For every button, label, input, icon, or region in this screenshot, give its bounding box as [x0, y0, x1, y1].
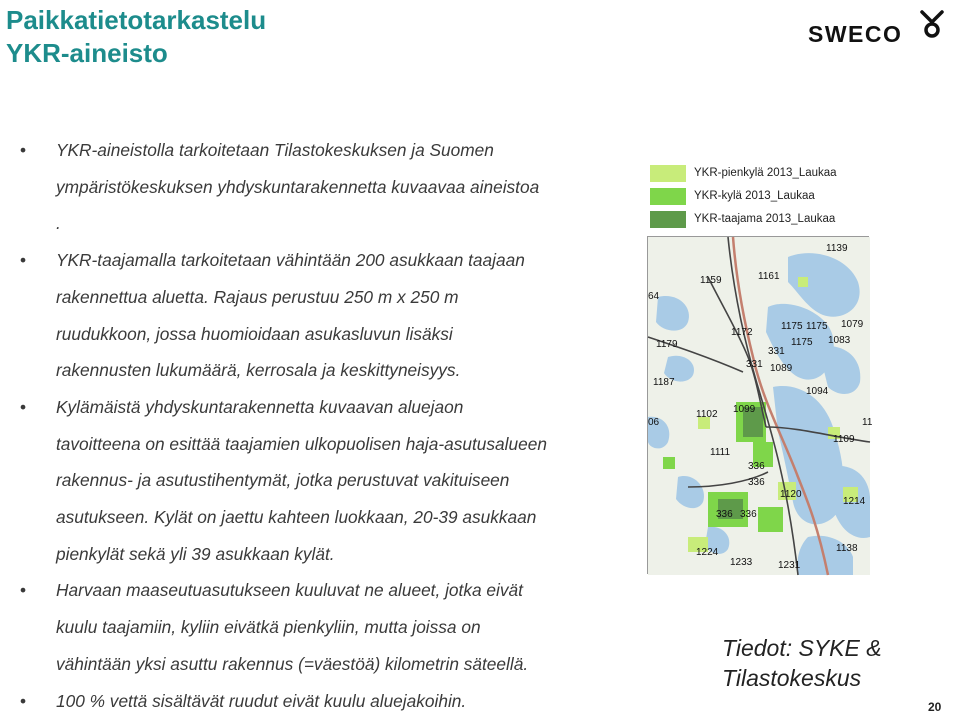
bullet-item: [20, 572, 620, 682]
legend-row-pienkyla: [650, 162, 872, 184]
sweco-logo: [806, 8, 956, 48]
map-label: 1172: [731, 327, 753, 338]
map-label: 336: [716, 509, 733, 520]
bullet-item: [20, 132, 620, 242]
legend-swatch: [650, 211, 686, 228]
source-line-2: Tilastokeskus: [722, 665, 862, 691]
bullet-line: ruudukkoon, jossa huomioidaan asukasluvun lisäksi: [56, 323, 453, 344]
bullet-line: rakennus- ja asutustihentymät, jotka perustuvat vakituiseen: [56, 470, 510, 491]
map-label: 1083: [828, 335, 851, 346]
map-label: 1233: [730, 557, 753, 568]
data-source: [722, 633, 922, 693]
map-label: 1175: [781, 321, 803, 332]
map-canvas: [648, 237, 873, 575]
bullet-line: ympäristökeskuksen yhdyskuntarakennetta kuvaavaa aineistoa: [56, 176, 540, 197]
bullet-line: asutukseen. Kylät on jaettu kahteen luokkaan, 20-39 asukkaan: [56, 507, 537, 528]
bullet-dot: •: [20, 140, 27, 160]
legend-row-kyla: [650, 185, 872, 207]
bullet-dot: •: [20, 690, 27, 711]
legend-row-taajama: [650, 208, 872, 230]
map-label: 1111: [710, 447, 731, 458]
logo-mark-icon: [922, 12, 942, 36]
bullet-dot: •: [20, 580, 27, 601]
legend-label: YKR-pienkylä 2013_Laukaa: [694, 167, 837, 179]
legend-label: YKR-kylä 2013_Laukaa: [694, 190, 815, 202]
bullet-line: pienkylät sekä yli 39 asukkaan kylät.: [56, 543, 335, 564]
slide-title: [6, 4, 266, 70]
map-label: 1099: [733, 404, 756, 415]
bullet-line: .: [56, 213, 61, 234]
bullet-item: [20, 242, 620, 389]
ykr-map: [647, 236, 873, 574]
map-label: 1094: [806, 386, 829, 397]
map-label: 336: [748, 477, 765, 488]
bullet-dot: •: [20, 396, 27, 417]
bullet-line: kuulu taajamiin, kyliin eivätkä pienkyliin, mutta joissa on: [56, 617, 481, 638]
bullet-line: Harvaan maaseutuasutukseen kuuluvat ne alueet, jotka eivät: [56, 580, 523, 601]
bullet-item: [20, 389, 620, 573]
map-label: 1224: [696, 547, 719, 558]
title-line-1: Paikkatietotarkastelu: [6, 5, 267, 35]
map-label: 336: [748, 461, 765, 472]
bullet-item: [20, 683, 620, 719]
map-label: 1102: [696, 409, 718, 420]
map-label: 11: [862, 417, 873, 428]
map-label: 331: [768, 346, 785, 357]
legend-swatch: [650, 165, 686, 182]
map-label: 1138: [836, 543, 858, 554]
bullet-line: rakennusten lukumäärä, kerrosala ja keskittyneisyys.: [56, 360, 461, 381]
bullet-line: 100 % vettä sisältävät ruudut eivät kuulu aluejakoihin.: [56, 690, 467, 711]
map-label: 1159: [700, 275, 722, 286]
map-label: 1079: [841, 319, 864, 330]
page-number: 20: [928, 700, 942, 714]
bullet-line: rakennettua aluetta. Rajaus perustuu 250 m x 250 m: [56, 286, 459, 307]
bullet-line: tavoitteena on esittää taajamien ulkopuolisen haja-asutusalueen: [56, 433, 547, 454]
map-label: 1175: [791, 337, 813, 348]
map-label: 1109: [833, 434, 855, 445]
legend-label: YKR-taajama 2013_Laukaa: [694, 213, 836, 225]
source-line-1: Tiedot: SYKE &: [722, 635, 882, 661]
map-label: 1179: [656, 339, 678, 350]
bullet-line: Kylämäistä yhdyskuntarakennetta kuvaavan aluejaon: [56, 396, 464, 417]
title-line-2: YKR-aineisto: [6, 38, 168, 68]
map-label: 1120: [780, 489, 802, 500]
logo-text: SWECO: [808, 21, 903, 47]
bullet-dot: •: [20, 250, 27, 271]
map-label: 1089: [770, 363, 793, 374]
bullet-line: YKR-aineistolla tarkoitetaan Tilastokeskuksen ja Suomen: [56, 140, 494, 160]
map-label: 1139: [826, 243, 848, 254]
map-label: 1231: [778, 560, 801, 571]
bullet-list: [20, 132, 620, 719]
map-label: 1214: [843, 496, 866, 507]
map-label: 64: [648, 291, 660, 302]
bullet-line: YKR-taajamalla tarkoitetaan vähintään 200 asukkaan taajaan: [56, 250, 525, 271]
bullet-line: vähintään yksi asuttu rakennus (=väestöä) kilometrin säteellä.: [56, 653, 529, 674]
map-label: 336: [740, 509, 757, 520]
map-label: 1161: [758, 271, 780, 282]
map-label: 1175: [806, 321, 828, 332]
legend-swatch: [650, 188, 686, 205]
map-label: 331: [746, 359, 763, 370]
map-label: 06: [648, 417, 660, 428]
map-label: 1187: [653, 377, 675, 388]
map-legend: [650, 162, 872, 231]
